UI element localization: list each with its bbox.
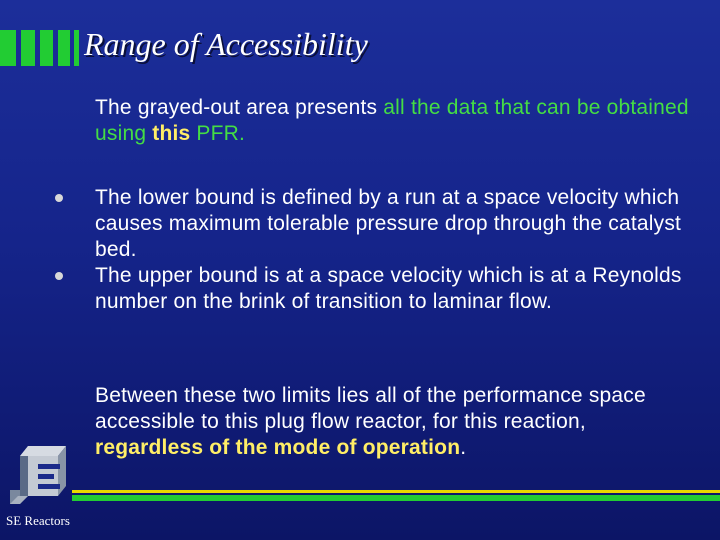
se-logo-icon — [6, 438, 70, 510]
bullet-upper-bound: The upper bound is at a space velocity which is at a Reynolds number on the brink of transition to laminar flow. — [95, 263, 695, 315]
intro-highlight: all the data that can be obtained using — [95, 96, 689, 145]
conclusion-emphasis: regardless of the mode of operation — [95, 436, 461, 459]
bullet-lower-bound: The lower bound is defined by a run at a space velocity which causes maximum tolerable pressure drop through the catalyst bed. — [95, 185, 695, 263]
footer-rule-yellow — [72, 490, 720, 493]
title-accent-bars — [0, 30, 80, 70]
conclusion-text: Between these two limits lies all of the performance space accessible to this plug flow reactor, for this reaction, — [95, 384, 646, 433]
intro-emphasis: this — [152, 122, 191, 145]
intro-text: The grayed-out area presents — [95, 96, 384, 119]
intro-end: PFR. — [190, 122, 246, 145]
conclusion-paragraph — [95, 383, 695, 461]
intro-paragraph — [95, 95, 695, 147]
bullet-list — [95, 185, 695, 315]
footer-label: SE Reactors — [6, 513, 70, 528]
slide-title: Range of Accessibility — [84, 26, 368, 62]
conclusion-end: . — [460, 436, 467, 459]
footer-rule-green — [72, 495, 720, 501]
